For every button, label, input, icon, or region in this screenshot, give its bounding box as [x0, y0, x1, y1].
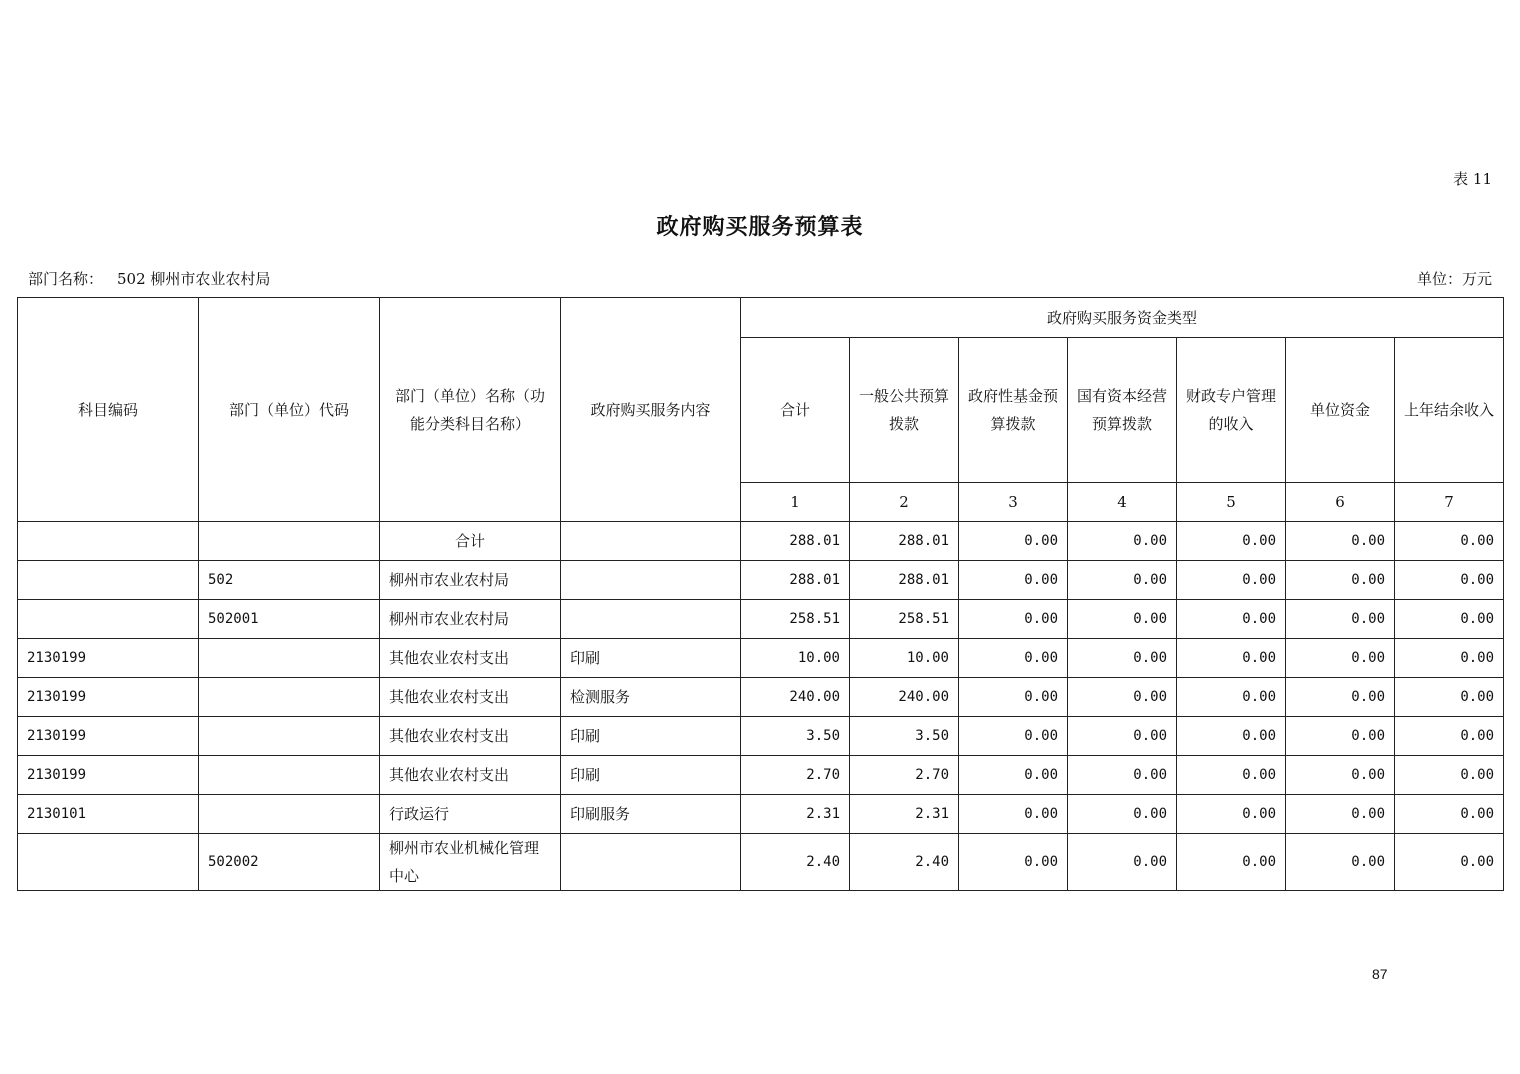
cell-amount: 0.00	[959, 795, 1068, 834]
cell-amount: 0.00	[1286, 795, 1395, 834]
header-fund-col: 单位资金	[1286, 338, 1395, 483]
department-value: 502 柳州市农业农村局	[117, 270, 271, 288]
cell-amount: 288.01	[741, 561, 850, 600]
table-row	[18, 834, 1504, 891]
cell-amount: 0.00	[1177, 756, 1286, 795]
cell-service-content	[561, 600, 741, 639]
cell-service-content	[561, 561, 741, 600]
cell-subject-code: 2130101	[18, 795, 199, 834]
department-label: 部门名称：	[28, 270, 104, 288]
cell-amount: 0.00	[1395, 561, 1504, 600]
cell-subject-code	[18, 561, 199, 600]
cell-amount: 0.00	[1177, 717, 1286, 756]
header-fund-col: 上年结余收入	[1395, 338, 1504, 483]
cell-dept-name: 合计	[380, 522, 561, 561]
cell-dept-name: 柳州市农业农村局	[380, 600, 561, 639]
cell-amount: 0.00	[1286, 717, 1395, 756]
cell-amount: 0.00	[1395, 717, 1504, 756]
cell-amount: 0.00	[1395, 678, 1504, 717]
cell-dept-code	[199, 678, 380, 717]
header-col-number: 6	[1286, 483, 1395, 522]
cell-amount: 0.00	[1177, 561, 1286, 600]
cell-amount: 258.51	[850, 600, 959, 639]
cell-amount: 0.00	[1068, 756, 1177, 795]
header-fund-col: 财政专户管理的收入	[1177, 338, 1286, 483]
header-fund-type-group: 政府购买服务资金类型	[741, 298, 1504, 338]
cell-amount: 0.00	[1068, 717, 1177, 756]
cell-amount: 3.50	[741, 717, 850, 756]
table-row	[18, 639, 1504, 678]
cell-dept-name: 柳州市农业机械化管理中心	[380, 834, 561, 891]
cell-amount: 0.00	[1068, 561, 1177, 600]
page-title: 政府购买服务预算表	[656, 214, 864, 240]
cell-dept-name: 行政运行	[380, 795, 561, 834]
department-line	[28, 268, 284, 289]
header-col-number: 2	[850, 483, 959, 522]
cell-amount: 288.01	[741, 522, 850, 561]
cell-amount: 0.00	[1068, 639, 1177, 678]
cell-amount: 288.01	[850, 561, 959, 600]
cell-amount: 0.00	[1068, 678, 1177, 717]
cell-amount: 2.31	[741, 795, 850, 834]
cell-amount: 240.00	[850, 678, 959, 717]
cell-dept-code	[199, 756, 380, 795]
cell-amount: 0.00	[1286, 600, 1395, 639]
cell-dept-code: 502	[199, 561, 380, 600]
cell-amount: 2.40	[850, 834, 959, 891]
cell-amount: 240.00	[741, 678, 850, 717]
cell-amount: 3.50	[850, 717, 959, 756]
cell-amount: 0.00	[1286, 561, 1395, 600]
cell-amount: 2.70	[850, 756, 959, 795]
cell-dept-code	[199, 717, 380, 756]
table-row	[18, 717, 1504, 756]
cell-amount: 2.70	[741, 756, 850, 795]
header-fund-col: 政府性基金预算拨款	[959, 338, 1068, 483]
cell-amount: 0.00	[1395, 600, 1504, 639]
cell-subject-code: 2130199	[18, 678, 199, 717]
cell-dept-name: 其他农业农村支出	[380, 717, 561, 756]
header-dept-name: 部门（单位）名称（功能分类科目名称）	[380, 298, 561, 522]
cell-amount: 0.00	[1068, 600, 1177, 639]
cell-subject-code: 2130199	[18, 717, 199, 756]
cell-amount: 0.00	[1395, 756, 1504, 795]
cell-amount: 0.00	[1395, 795, 1504, 834]
cell-amount: 0.00	[1286, 834, 1395, 891]
cell-service-content: 印刷	[561, 756, 741, 795]
cell-amount: 2.31	[850, 795, 959, 834]
cell-amount: 0.00	[1286, 639, 1395, 678]
cell-subject-code	[18, 834, 199, 891]
cell-service-content	[561, 522, 741, 561]
cell-amount: 0.00	[1068, 795, 1177, 834]
cell-subject-code: 2130199	[18, 756, 199, 795]
cell-dept-code: 502001	[199, 600, 380, 639]
header-subject-code: 科目编码	[18, 298, 199, 522]
cell-dept-name: 其他农业农村支出	[380, 756, 561, 795]
page-number: 87	[1372, 966, 1388, 982]
cell-dept-name: 其他农业农村支出	[380, 639, 561, 678]
cell-amount: 0.00	[959, 561, 1068, 600]
header-col-number: 5	[1177, 483, 1286, 522]
cell-service-content	[561, 834, 741, 891]
cell-amount: 0.00	[1177, 678, 1286, 717]
cell-dept-code	[199, 522, 380, 561]
cell-service-content: 印刷	[561, 717, 741, 756]
cell-amount: 10.00	[741, 639, 850, 678]
budget-table	[17, 297, 1504, 891]
cell-dept-name: 柳州市农业农村局	[380, 561, 561, 600]
cell-amount: 288.01	[850, 522, 959, 561]
table-row	[18, 600, 1504, 639]
cell-amount: 0.00	[1286, 678, 1395, 717]
header-fund-col: 合计	[741, 338, 850, 483]
cell-amount: 2.40	[741, 834, 850, 891]
cell-amount: 258.51	[741, 600, 850, 639]
cell-amount: 0.00	[1068, 522, 1177, 561]
cell-dept-code	[199, 795, 380, 834]
cell-amount: 0.00	[959, 678, 1068, 717]
header-col-number: 1	[741, 483, 850, 522]
table-number: 表 11	[1453, 170, 1492, 188]
cell-service-content: 印刷服务	[561, 795, 741, 834]
cell-amount: 0.00	[1177, 522, 1286, 561]
header-dept-code: 部门（单位）代码	[199, 298, 380, 522]
header-fund-col: 一般公共预算拨款	[850, 338, 959, 483]
table-row	[18, 795, 1504, 834]
cell-amount: 0.00	[1395, 522, 1504, 561]
cell-amount: 10.00	[850, 639, 959, 678]
cell-amount: 0.00	[959, 717, 1068, 756]
cell-amount: 0.00	[959, 639, 1068, 678]
header-service-content: 政府购买服务内容	[561, 298, 741, 522]
cell-amount: 0.00	[1068, 834, 1177, 891]
cell-amount: 0.00	[959, 834, 1068, 891]
cell-dept-code: 502002	[199, 834, 380, 891]
table-row	[18, 756, 1504, 795]
header-col-number: 7	[1395, 483, 1504, 522]
cell-amount: 0.00	[1395, 639, 1504, 678]
cell-amount: 0.00	[959, 756, 1068, 795]
cell-subject-code	[18, 522, 199, 561]
cell-amount: 0.00	[1177, 795, 1286, 834]
cell-dept-name: 其他农业农村支出	[380, 678, 561, 717]
cell-subject-code: 2130199	[18, 639, 199, 678]
table-row	[18, 561, 1504, 600]
cell-amount: 0.00	[959, 522, 1068, 561]
header-fund-col: 国有资本经营预算拨款	[1068, 338, 1177, 483]
cell-amount: 0.00	[1286, 756, 1395, 795]
cell-amount: 0.00	[1286, 522, 1395, 561]
cell-service-content: 检测服务	[561, 678, 741, 717]
cell-amount: 0.00	[1395, 834, 1504, 891]
header-col-number: 4	[1068, 483, 1177, 522]
table-row-total	[18, 522, 1504, 561]
cell-amount: 0.00	[1177, 600, 1286, 639]
table-row	[18, 678, 1504, 717]
cell-subject-code	[18, 600, 199, 639]
header-col-number: 3	[959, 483, 1068, 522]
cell-amount: 0.00	[1177, 834, 1286, 891]
cell-dept-code	[199, 639, 380, 678]
cell-amount: 0.00	[1177, 639, 1286, 678]
cell-service-content: 印刷	[561, 639, 741, 678]
cell-amount: 0.00	[959, 600, 1068, 639]
unit-label: 单位：万元	[1416, 270, 1492, 288]
